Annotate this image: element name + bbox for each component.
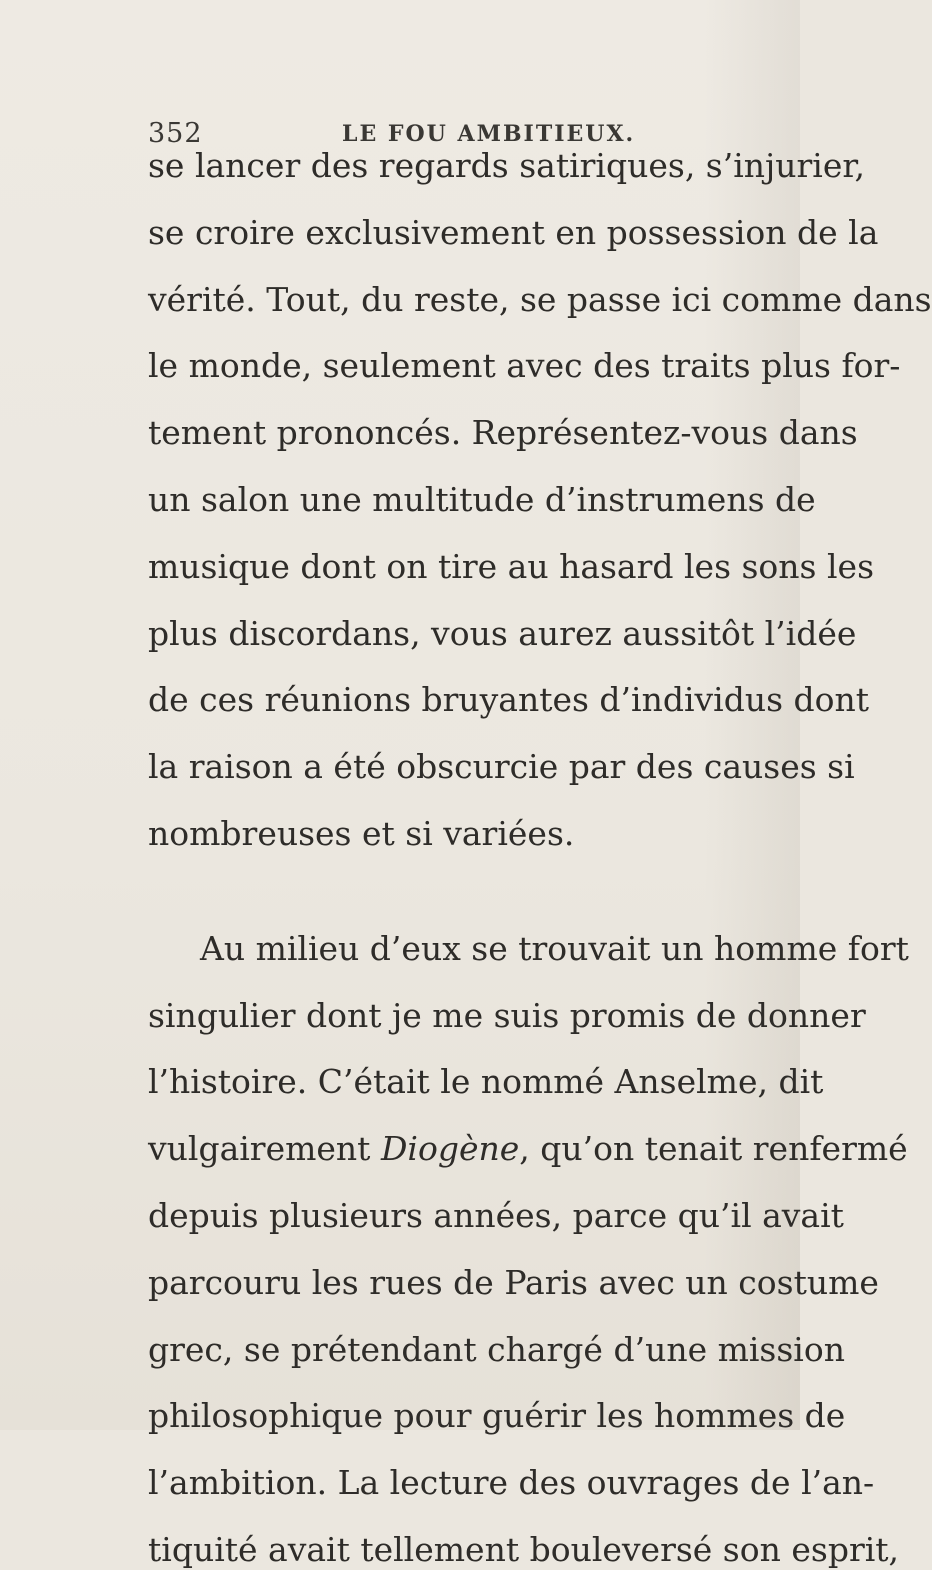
text-line: vérité. Tout, du reste, se passe ici comme dans	[148, 280, 932, 319]
text-line: se lancer des regards satiriques, s’injurier,	[148, 146, 866, 185]
text-line: depuis plusieurs années, parce qu’il avait	[148, 1196, 844, 1235]
text-line: le monde, seulement avec des traits plus for-	[148, 346, 901, 385]
text-line: nombreuses et si variées.	[148, 814, 575, 853]
text-line: tement prononcés. Représentez-vous dans	[148, 413, 858, 452]
text-line: plus discordans, vous aurez aussitôt l’idée	[148, 614, 857, 653]
text-line: Au milieu d’eux se trouvait un homme fort	[200, 929, 909, 968]
text-line: parcouru les rues de Paris avec un costume	[148, 1263, 879, 1302]
text-line: musique dont on tire au hasard les sons les	[148, 547, 874, 586]
text-line: singulier dont je me suis promis de donner	[148, 996, 866, 1035]
text-line: tiquité avait tellement bouleversé son esprit,	[148, 1530, 900, 1569]
italic-name: Diogène	[380, 1129, 520, 1168]
page-number: 352	[148, 118, 203, 149]
text-line	[148, 1129, 908, 1169]
text-line: l’histoire. C’était le nommé Anselme, dit	[148, 1062, 824, 1101]
text-line: grec, se prétendant chargé d’une mission	[148, 1330, 845, 1369]
running-title: LE FOU AMBITIEUX.	[342, 121, 636, 147]
page-header	[148, 118, 708, 148]
text-line: philosophique pour guérir les hommes de	[148, 1396, 846, 1435]
text-line: la raison a été obscurcie par des causes si	[148, 747, 855, 786]
text-line: l’ambition. La lecture des ouvrages de l’an-	[148, 1463, 875, 1502]
text-segment: , qu’on tenait renfermé	[519, 1129, 908, 1168]
text-line: un salon une multitude d’instrumens de	[148, 480, 816, 519]
text-line: de ces réunions bruyantes d’individus dont	[148, 680, 870, 719]
text-segment: vulgairement	[148, 1129, 371, 1168]
text-line: se croire exclusivement en possession de la	[148, 213, 879, 252]
